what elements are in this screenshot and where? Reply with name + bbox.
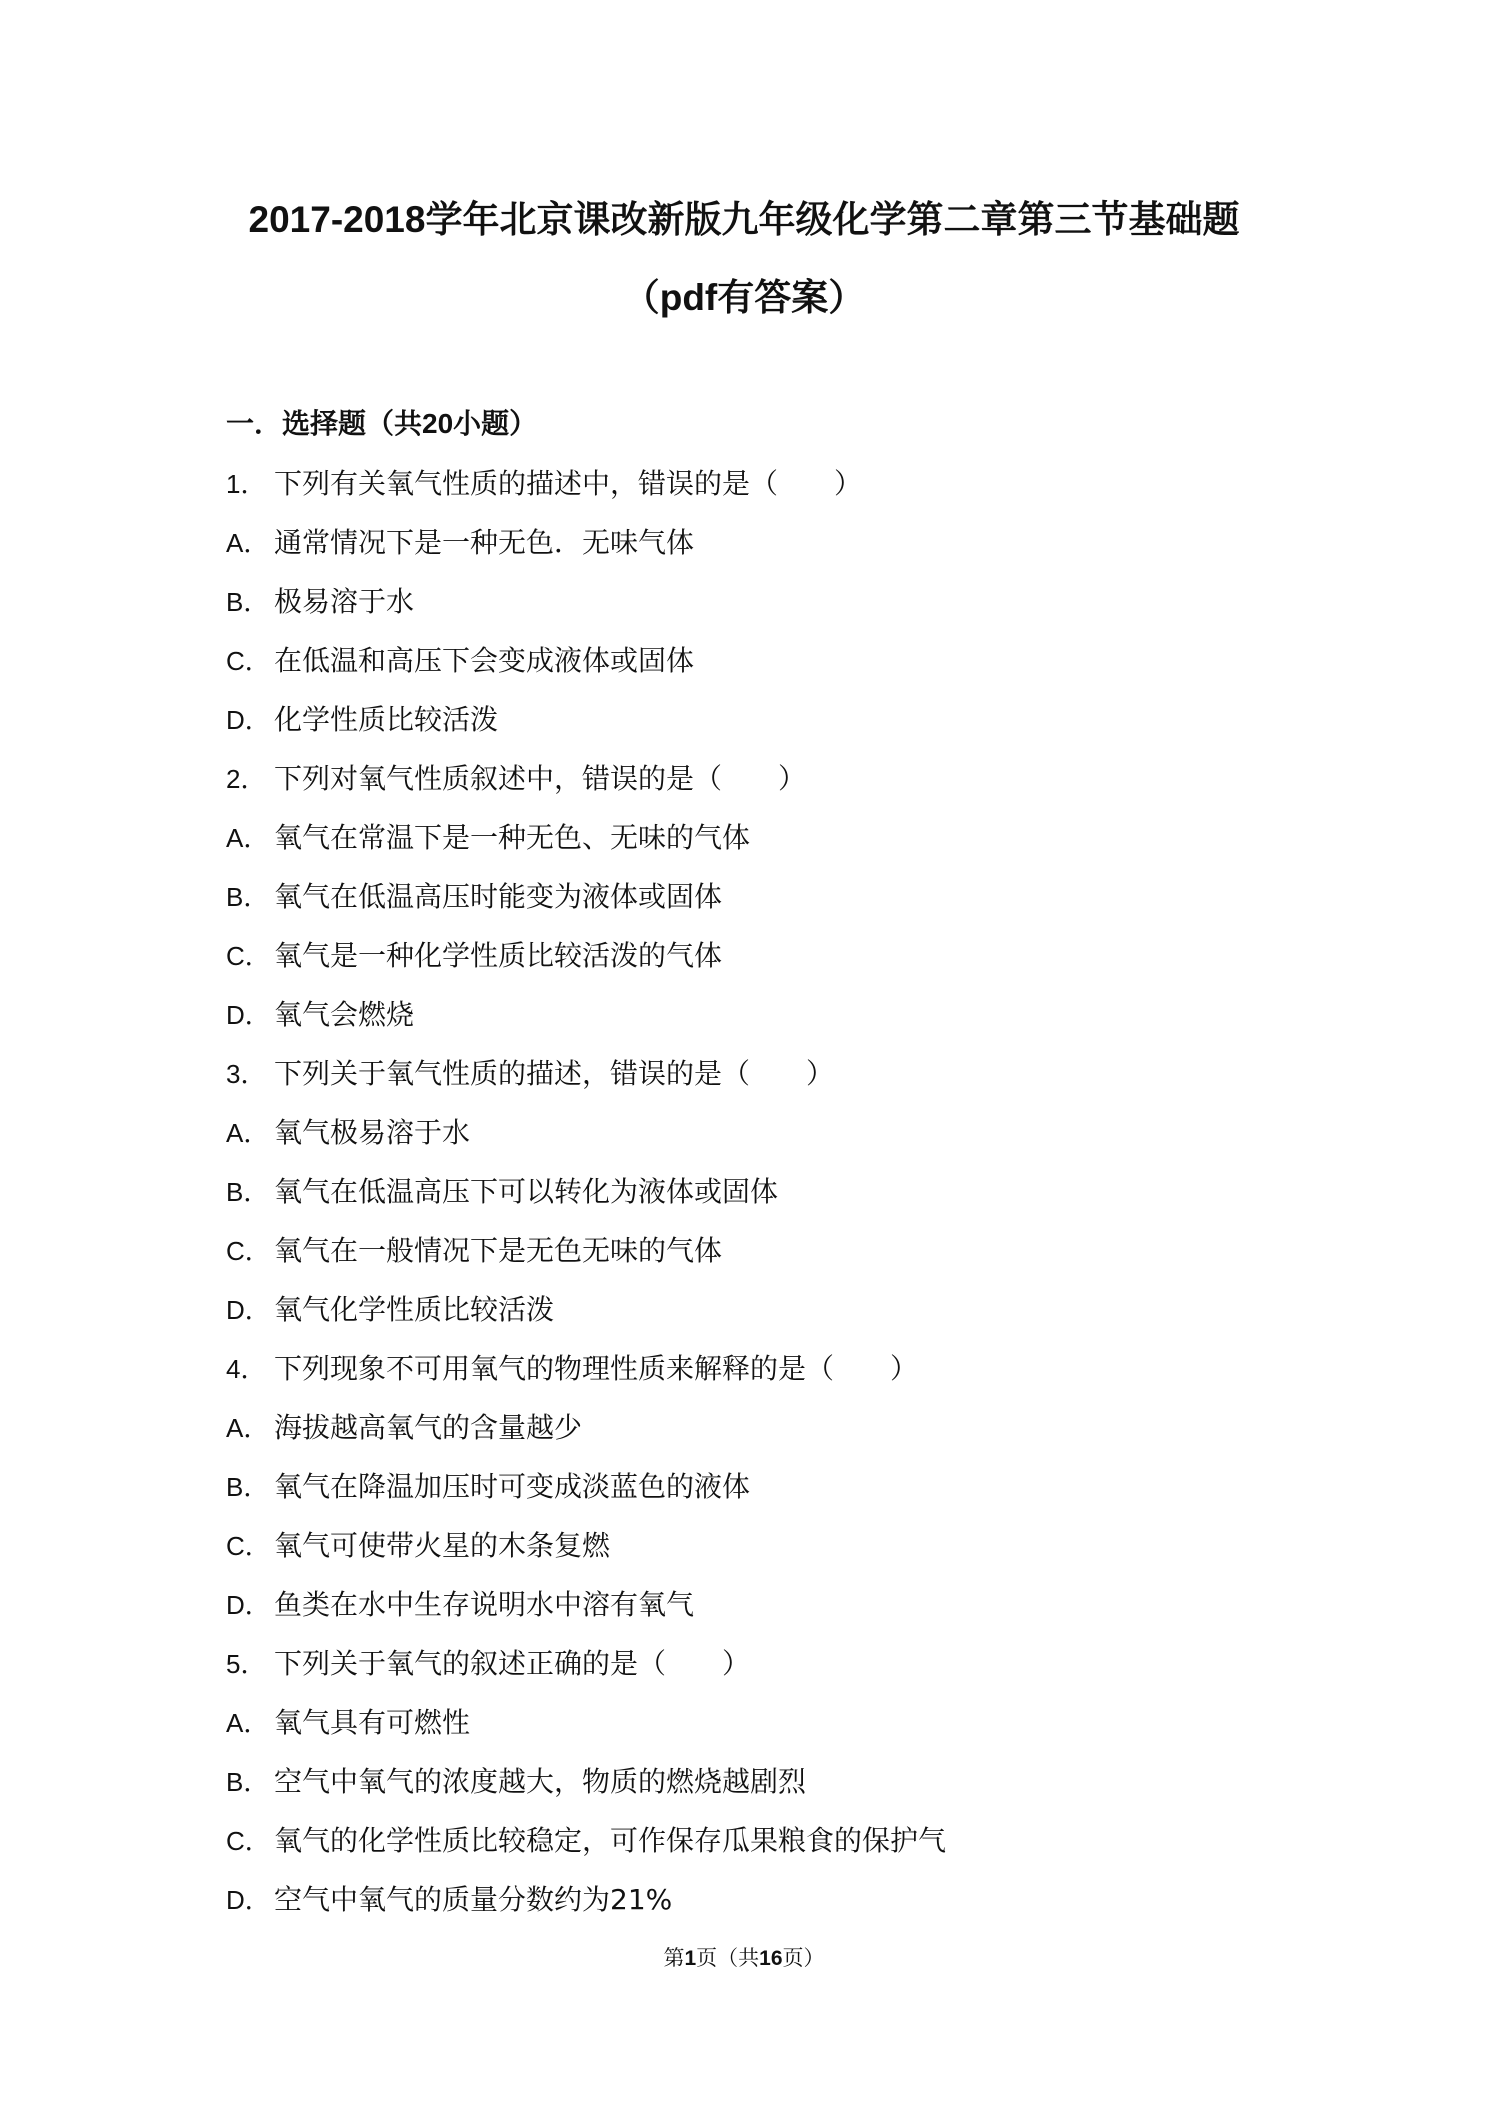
answer-option [226, 1410, 1276, 1469]
option-text: 氧气在低温高压下可以转化为液体或固体 [274, 1175, 779, 1208]
page-footer [0, 1944, 1488, 1973]
option-text: 空气中氧气的浓度越大，物质的燃烧越剧烈 [274, 1765, 807, 1798]
answer-option [226, 1764, 1276, 1823]
option-letter: B． [226, 1767, 270, 1797]
answer-option [226, 1528, 1276, 1587]
answer-option [226, 1469, 1276, 1528]
footer-middle: 页（共 [696, 1946, 760, 1970]
option-letter: A． [226, 1413, 270, 1443]
option-text: 鱼类在水中生存说明水中溶有氧气 [274, 1588, 695, 1621]
option-text: 氧气在低温高压时能变为液体或固体 [274, 880, 723, 913]
question-text: 下列关于氧气性质的描述，错误的是（ ） [274, 1057, 835, 1090]
option-letter: D． [226, 705, 271, 735]
answer-option [226, 997, 1276, 1056]
option-letter: A． [226, 823, 270, 853]
option-text: 极易溶于水 [274, 585, 415, 618]
question-number: 5． [226, 1649, 267, 1679]
answer-option [226, 820, 1276, 879]
question-text: 下列现象不可用氧气的物理性质来解释的是（ ） [274, 1352, 919, 1385]
question-number: 3． [226, 1059, 267, 1089]
footer-total-pages: 16 [759, 1947, 783, 1970]
question-stem [226, 466, 1276, 525]
option-text: 空气中氧气的质量分数约为21% [274, 1883, 673, 1916]
question-stem [226, 1056, 1276, 1115]
option-letter: B． [226, 1177, 270, 1207]
option-text: 氧气极易溶于水 [274, 1116, 471, 1149]
question-list [226, 466, 1276, 1941]
answer-option [226, 1115, 1276, 1174]
option-letter: D． [226, 1885, 271, 1915]
answer-option [226, 702, 1276, 761]
answer-option [226, 1882, 1276, 1941]
question-number: 1． [226, 469, 267, 499]
answer-option [226, 1587, 1276, 1646]
option-letter: C． [226, 646, 271, 676]
option-letter: D． [226, 1590, 271, 1620]
option-letter: B． [226, 1472, 270, 1502]
option-letter: D． [226, 1295, 271, 1325]
answer-option [226, 938, 1276, 997]
option-text: 海拔越高氧气的含量越少 [274, 1411, 583, 1444]
option-text: 氧气可使带火星的木条复燃 [274, 1529, 611, 1562]
footer-suffix: 页） [782, 1946, 825, 1970]
document-title: 2017-2018学年北京课改新版九年级化学第二章第三节基础题 [248, 199, 1240, 240]
option-text: 氧气在一般情况下是无色无味的气体 [274, 1234, 723, 1267]
footer-prefix: 第 [663, 1946, 685, 1970]
option-letter: C． [226, 1236, 271, 1266]
section-heading: 一．选择题（共20小题） [226, 408, 538, 439]
option-text: 氧气具有可燃性 [274, 1706, 471, 1739]
option-text: 氧气在常温下是一种无色、无味的气体 [274, 821, 751, 854]
option-letter: C． [226, 1531, 271, 1561]
answer-option [226, 584, 1276, 643]
answer-option [226, 1705, 1276, 1764]
option-letter: A． [226, 1708, 270, 1738]
option-letter: B． [226, 882, 270, 912]
option-text: 氧气在降温加压时可变成淡蓝色的液体 [274, 1470, 751, 1503]
footer-page-number: 1 [684, 1947, 697, 1970]
option-letter: D． [226, 1000, 271, 1030]
question-stem [226, 1351, 1276, 1410]
answer-option [226, 525, 1276, 584]
question-text: 下列有关氧气性质的描述中，错误的是（ ） [274, 467, 863, 500]
option-letter: C． [226, 1826, 271, 1856]
question-stem [226, 761, 1276, 820]
answer-option [226, 1292, 1276, 1351]
option-text: 化学性质比较活泼 [274, 703, 499, 736]
question-text: 下列关于氧气的叙述正确的是（ ） [274, 1647, 751, 1680]
question-text: 下列对氧气性质叙述中，错误的是（ ） [274, 762, 807, 795]
answer-option [226, 643, 1276, 702]
answer-option [226, 1174, 1276, 1233]
option-letter: C． [226, 941, 271, 971]
answer-option [226, 879, 1276, 938]
option-text: 在低温和高压下会变成液体或固体 [274, 644, 695, 677]
answer-option [226, 1233, 1276, 1292]
question-number: 2． [226, 764, 267, 794]
option-letter: A． [226, 1118, 270, 1148]
option-text: 氧气是一种化学性质比较活泼的气体 [274, 939, 723, 972]
question-stem [226, 1646, 1276, 1705]
option-text: 氧气的化学性质比较稳定，可作保存瓜果粮食的保护气 [274, 1824, 947, 1857]
option-letter: B． [226, 587, 270, 617]
document-subtitle: （pdf有答案） [622, 277, 866, 318]
option-text: 通常情况下是一种无色．无味气体 [274, 526, 695, 559]
answer-option [226, 1823, 1276, 1882]
option-text: 氧气化学性质比较活泼 [274, 1293, 555, 1326]
option-letter: A． [226, 528, 270, 558]
option-text: 氧气会燃烧 [274, 998, 415, 1031]
question-number: 4． [226, 1354, 267, 1384]
